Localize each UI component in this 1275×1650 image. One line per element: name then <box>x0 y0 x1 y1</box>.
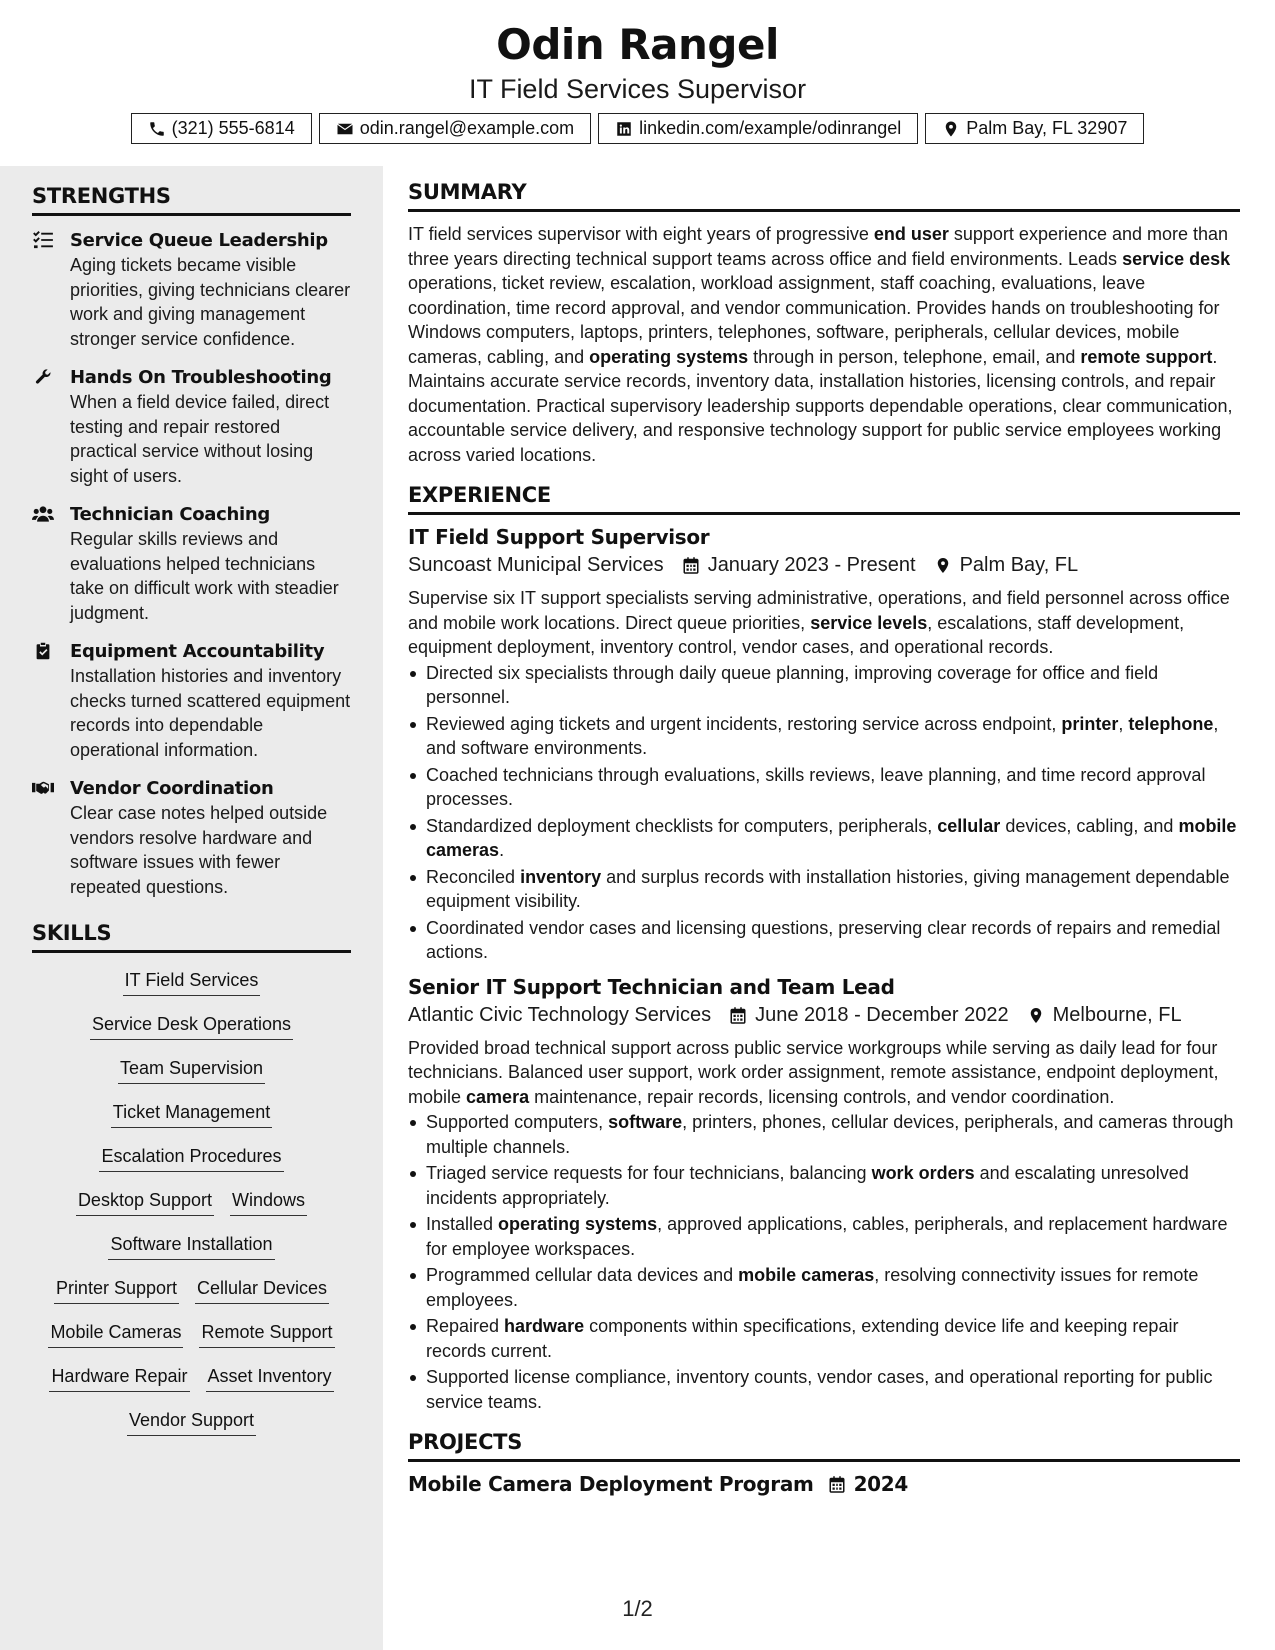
experience-heading: EXPERIENCE <box>408 483 1240 515</box>
sidebar <box>0 166 383 1650</box>
contact-location <box>925 113 1144 144</box>
emphasis-text: remote support <box>1080 346 1213 367</box>
emphasis-text: work orders <box>871 1163 975 1183</box>
strength-item <box>32 502 351 625</box>
job-location-text: Melbourne, FL <box>1052 1003 1182 1026</box>
job-bullet: Directed six specialists through daily queue planning, improving coverage for office and field personnel. <box>408 661 1240 710</box>
job-bullets <box>408 1110 1240 1414</box>
skill-tag: IT Field Services <box>123 969 261 996</box>
strength-title: Technician Coaching <box>70 504 271 525</box>
job-bullet: Triaged service requests for four technicians, balancing work orders and escalating unresolved incidents appropriately. <box>408 1161 1240 1210</box>
skill-tag: Asset Inventory <box>206 1365 334 1392</box>
strength-item <box>32 228 351 351</box>
resume-header <box>0 0 1275 166</box>
job-bullet: Reconciled inventory and surplus records with installation histories, giving management dependable equipment visibility. <box>408 865 1240 914</box>
emphasis-text: camera <box>466 1086 530 1107</box>
linkedin-icon <box>615 120 633 138</box>
strength-title: Hands On Troubleshooting <box>70 367 332 388</box>
emphasis-text: operating systems <box>589 346 749 367</box>
emphasis-text: mobile cameras <box>426 815 1237 860</box>
job-location <box>934 554 1079 577</box>
project-date <box>828 1472 908 1496</box>
map-pin-icon <box>934 556 952 575</box>
skills-heading: SKILLS <box>32 921 351 953</box>
emphasis-text: hardware <box>504 1316 585 1336</box>
job-meta <box>408 554 1240 577</box>
wrench-icon <box>32 368 54 386</box>
strength-desc: Clear case notes helped outside vendors resolve hardware and software issues with fewer repeated questions. <box>70 803 328 897</box>
strength-title: Equipment Accountability <box>70 641 325 662</box>
envelope-icon <box>336 120 354 138</box>
contact-location-text: Palm Bay, FL 32907 <box>966 118 1128 138</box>
strengths-heading: STRENGTHS <box>32 184 351 216</box>
job-bullet: Coordinated vendor cases and licensing questions, preserving clear records of repairs and remedial actions. <box>408 916 1240 965</box>
job-bullets <box>408 661 1240 965</box>
emphasis-text: inventory <box>520 866 602 887</box>
calendar-icon <box>682 556 700 575</box>
skills-list <box>32 969 351 1453</box>
strength-desc: Aging tickets became visible priorities, giving technicians clearer work and giving management stronger service confidence. <box>70 255 351 349</box>
skill-tag: Mobile Cameras <box>48 1321 183 1348</box>
job-bullet: Installed operating systems, approved applications, cables, peripherals, and replacement hardware for employee workspaces. <box>408 1212 1240 1261</box>
strengths-list <box>32 228 351 899</box>
skill-tag: Printer Support <box>54 1277 179 1304</box>
job-location-text: Palm Bay, FL <box>959 554 1079 576</box>
job-company <box>408 554 664 577</box>
calendar-icon <box>729 1006 747 1025</box>
skill-tag: Desktop Support <box>76 1189 214 1216</box>
strength-item <box>32 776 351 899</box>
job-bullet: Supported license compliance, inventory counts, vendor cases, and operational reporting for public service teams. <box>408 1365 1240 1414</box>
summary-heading: SUMMARY <box>408 180 1240 212</box>
job-dates-text: January 2023 - Present <box>707 554 916 576</box>
skill-tag: Ticket Management <box>111 1101 272 1128</box>
strength-item <box>32 639 351 762</box>
job-location <box>1027 1004 1182 1027</box>
strength-title: Vendor Coordination <box>70 778 274 799</box>
job-company-text: Atlantic Civic Technology Services <box>408 1003 712 1026</box>
contact-phone-text: (321) 555-6814 <box>171 118 295 138</box>
users-icon <box>32 505 54 523</box>
list-check-icon <box>32 231 54 249</box>
skill-tag: Cellular Devices <box>195 1277 329 1304</box>
job-bullet: Standardized deployment checklists for computers, peripherals, cellular devices, cabling, and mobile cameras. <box>408 814 1240 863</box>
job-meta <box>408 1004 1240 1027</box>
project-year: 2024 <box>853 1472 909 1496</box>
job-dates <box>729 1004 1009 1027</box>
contact-linkedin-text: linkedin.com/example/odinrangel <box>639 118 902 138</box>
skill-tag: Vendor Support <box>127 1409 256 1436</box>
candidate-name: Odin Rangel <box>496 20 779 69</box>
contact-email-text: odin.rangel@example.com <box>359 118 575 138</box>
project-entry <box>408 1472 1240 1496</box>
job-company-text: Suncoast Municipal Services <box>408 554 664 576</box>
contact-linkedin[interactable] <box>598 113 918 144</box>
skill-tag: Team Supervision <box>118 1057 265 1084</box>
job-description: Supervise six IT support specialists serving administrative, operations, and field personnel across office and mobile work locations. Direct queue priorities, service levels, escalations, staff development, equipment deployment, inventory control, vendor cases, and operational records. <box>408 588 1230 657</box>
phone-icon <box>148 120 166 138</box>
job-entry <box>408 525 1240 965</box>
contact-bar <box>0 113 1275 144</box>
map-pin-icon <box>942 120 960 138</box>
strength-desc: Installation histories and inventory checks turned scattered equipment records into dependable operational information. <box>70 666 351 760</box>
strength-title: Service Queue Leadership <box>70 230 328 251</box>
skill-tag: Escalation Procedures <box>99 1145 283 1172</box>
skill-tag: Service Desk Operations <box>90 1013 293 1040</box>
job-title: IT Field Support Supervisor <box>408 525 710 549</box>
emphasis-text: service desk <box>1122 248 1231 269</box>
job-bullet: Supported computers, software, printers, phones, cellular devices, peripherals, and cameras through multiple channels. <box>408 1110 1240 1159</box>
emphasis-text: operating systems <box>498 1214 658 1234</box>
job-dates-text: June 2018 - December 2022 <box>755 1003 1009 1026</box>
job-bullet: Coached technicians through evaluations, skills reviews, leave planning, and time record approval processes. <box>408 763 1240 812</box>
emphasis-text: service levels <box>810 612 928 633</box>
skill-tag: Remote Support <box>199 1321 334 1348</box>
map-pin-icon <box>1027 1006 1045 1025</box>
job-bullet: Programmed cellular data devices and mobile cameras, resolving connectivity issues for remote employees. <box>408 1263 1240 1312</box>
contact-phone[interactable] <box>131 113 312 144</box>
strength-item <box>32 365 351 488</box>
emphasis-text: software <box>608 1112 683 1132</box>
skill-tag: Software Installation <box>108 1233 274 1260</box>
candidate-title: IT Field Services Supervisor <box>468 74 807 104</box>
project-title: Mobile Camera Deployment Program <box>408 1472 814 1496</box>
page-number: 1/2 <box>622 1596 653 1621</box>
skill-tag: Windows <box>230 1189 307 1216</box>
emphasis-text: end user <box>873 224 949 244</box>
emphasis-text: cellular <box>937 815 1001 836</box>
job-title: Senior IT Support Technician and Team Lead <box>408 974 895 999</box>
handshake-icon <box>32 779 54 797</box>
clipboard-check-icon <box>32 642 54 660</box>
strength-desc: Regular skills reviews and evaluations helped technicians take on difficult work with steadier judgment. <box>70 529 339 623</box>
job-bullet: Reviewed aging tickets and urgent incidents, restoring service across endpoint, printer, telephone, and software environments. <box>408 712 1240 761</box>
job-description: Provided broad technical support across public service workgroups while serving as daily lead for four technicians. Balanced user support, work order assignment, remote assistance, endpoint deployment, mobile camera maintenance, repair records, licensing controls, and vendor coordination. <box>408 1037 1219 1107</box>
projects-heading: PROJECTS <box>408 1430 1240 1462</box>
calendar-icon <box>828 1475 846 1494</box>
contact-email[interactable] <box>319 113 591 144</box>
emphasis-text: printer <box>1061 713 1119 734</box>
job-entry <box>408 975 1240 1415</box>
job-company <box>408 1004 711 1027</box>
main-content <box>408 180 1240 1496</box>
job-bullet: Repaired hardware components within specifications, extending device life and keeping repair records current. <box>408 1314 1240 1363</box>
job-dates <box>682 554 916 577</box>
emphasis-text: telephone <box>1128 713 1214 734</box>
strength-desc: When a field device failed, direct testing and repair restored practical service without losing sight of users. <box>70 392 330 486</box>
summary-text: IT field services supervisor with eight years of progressive end user support experience and more than three years directing technical support teams across office and field environments. Leads service desk operations, ticket review, escalation, workload assignment, staff coaching, evaluations, leave coordination, time record approval, and vendor communication. Provides hands on troubleshooting for Windows computers, laptops, printers, telephones, software, peripherals, cellular devices, mobile cameras, cabling, and operating systems through in person, telephone, email, and remote support. Maintains accurate service records, inventory data, installation histories, licensing controls, and repair documentation. Practical supervisory leadership supports dependable operations, clear communication, accountable service delivery, and responsive technology support for public service employees working across varied locations. <box>408 224 1233 465</box>
emphasis-text: mobile cameras <box>738 1265 875 1285</box>
skill-tag: Hardware Repair <box>49 1365 189 1392</box>
